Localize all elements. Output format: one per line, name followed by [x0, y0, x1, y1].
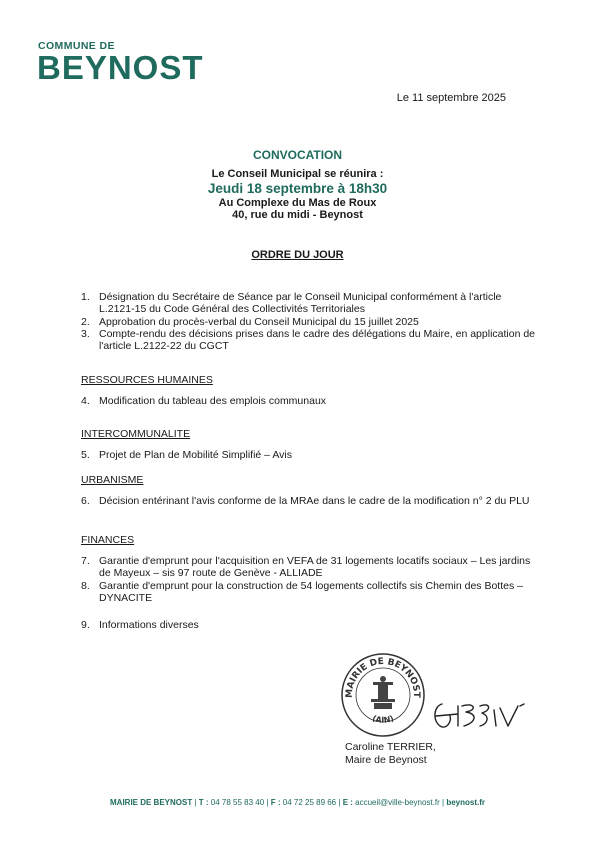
agenda-item-2 — [81, 316, 539, 328]
agenda-item-9 — [81, 619, 539, 631]
agenda-title: ORDRE DU JOUR — [251, 249, 344, 261]
item-text: Modification du tableau des emplois communaux — [99, 395, 327, 407]
item-number: 3. — [81, 328, 90, 340]
item-number: 2. — [81, 316, 90, 328]
signatory-role: Maire de Beynost — [345, 754, 427, 766]
item-number: 6. — [81, 495, 90, 507]
item-text: Garantie d'emprunt pour l'acquisition en VEFA de 31 logements locatifs sociaux – Les jardins de Mayeux – sis 97 route de Genève - ALLIADE — [99, 555, 531, 579]
agenda-item-7 — [81, 555, 539, 579]
item-number: 1. — [81, 291, 90, 303]
agenda-item-4 — [81, 395, 539, 407]
item-text: Compte-rendu des décisions prises dans le cadre des délégations du Maire, en application de l'article L.2122-22 du CGCT — [99, 328, 536, 352]
document-date: Le 11 septembre 2025 — [396, 92, 506, 104]
item-number: 7. — [81, 555, 90, 567]
section-ressources-humaines: RESSOURCES HUMAINES — [81, 374, 213, 386]
agenda-item-8 — [81, 580, 539, 604]
stamp-text-top: MAIRIE DE BEYNOST — [344, 656, 422, 699]
item-text: Informations diverses — [99, 619, 199, 631]
item-number: 8. — [81, 580, 90, 592]
section-urbanisme: URBANISME — [81, 474, 144, 486]
footer-tel[interactable]: 04 78 55 83 40 — [210, 798, 265, 807]
item-number: 4. — [81, 395, 90, 407]
logo-commune-de: COMMUNE DE — [38, 40, 115, 52]
footer-site-link[interactable]: beynost.fr — [446, 798, 485, 807]
signatory-name: Caroline TERRIER, — [345, 741, 436, 753]
meeting-address: 40, rue du midi - Beynost — [232, 209, 363, 221]
agenda-item-6 — [81, 495, 539, 507]
item-text: Décision entérinant l'avis conforme de la MRAe dans le cadre de la modification n° 2 du PLU — [99, 495, 530, 507]
meeting-intro: Le Conseil Municipal se réunira : — [211, 168, 384, 180]
footer-fax-label: F : — [270, 798, 281, 807]
item-number: 5. — [81, 449, 90, 461]
meeting-datetime: Jeudi 18 septembre à 18h30 — [207, 181, 388, 196]
section-finances: FINANCES — [81, 534, 135, 546]
footer-email-label: E : — [342, 798, 353, 807]
document-title: CONVOCATION — [252, 148, 343, 162]
item-text: Garantie d'emprunt pour la construction de 54 logements collectifs sis Chemin des Bottes – DYNACITE — [99, 580, 523, 604]
footer-tel-label: T : — [198, 798, 209, 807]
item-number: 9. — [81, 619, 90, 631]
svg-text:(AIN) — [371, 714, 395, 725]
meeting-venue: Au Complexe du Mas de Roux — [218, 197, 377, 209]
logo-beynost: BEYNOST — [37, 49, 204, 86]
signature-scribble — [428, 696, 528, 736]
item-text: Projet de Plan de Mobilité Simplifié – Avis — [99, 449, 292, 461]
stamp-text-bottom: (AIN) — [370, 713, 396, 725]
agenda-item-1 — [81, 291, 539, 315]
item-text: Approbation du procès-verbal du Conseil Municipal du 15 juillet 2025 — [99, 316, 419, 328]
footer: MAIRIE DE BEYNOST | T : 04 78 55 83 40 | F : 04 72 25 89 66 | E : accueil@ville-beynost.fr | beynost.fr — [110, 798, 485, 807]
item-text: Désignation du Secrétaire de Séance par le Conseil Municipal conformément à l'article L.2121-15 du Code Général des Collectivités Territoriales — [99, 291, 502, 315]
section-intercommunalite: INTERCOMMUNALITE — [81, 428, 191, 440]
footer-email-link[interactable]: accueil@ville-beynost.fr — [355, 798, 440, 807]
mairie-stamp — [340, 652, 426, 738]
agenda-item-5 — [81, 449, 539, 461]
footer-org: MAIRIE DE BEYNOST — [110, 798, 193, 807]
agenda-item-3 — [81, 328, 539, 352]
footer-fax: 04 72 25 89 66 — [282, 798, 337, 807]
